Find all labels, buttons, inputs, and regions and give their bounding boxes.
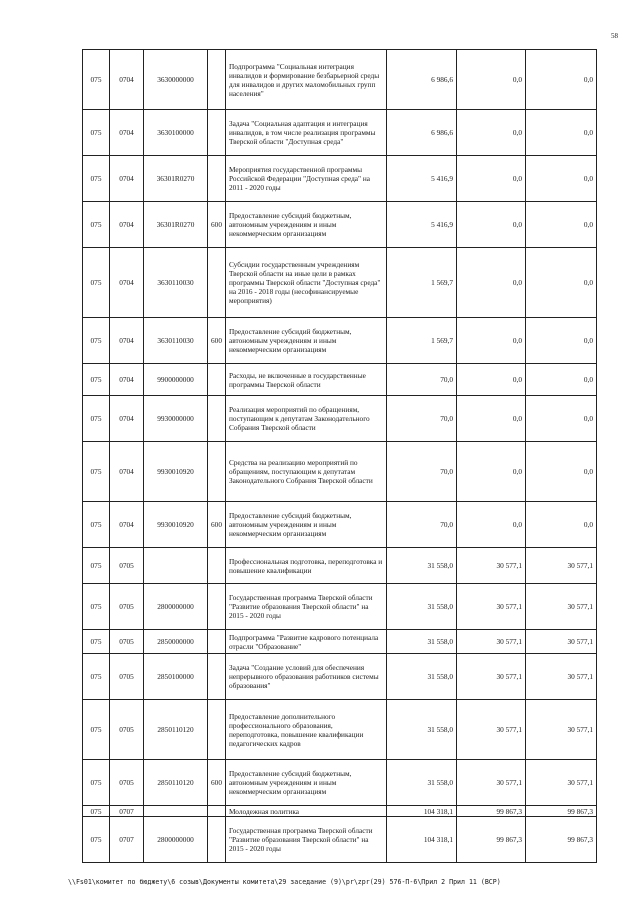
cell-expense-type: 600 bbox=[208, 502, 226, 548]
cell-amount-year1: 5 416,9 bbox=[387, 156, 457, 202]
cell-section-code: 0704 bbox=[110, 110, 144, 156]
table-row bbox=[83, 396, 597, 442]
cell-item-name: Расходы, не включенные в государственные программы Тверской области bbox=[226, 364, 387, 396]
cell-amount-year2: 0,0 bbox=[457, 396, 526, 442]
cell-target-article: 36301R0270 bbox=[144, 202, 208, 248]
cell-amount-year1: 70,0 bbox=[387, 502, 457, 548]
cell-ministry-code: 075 bbox=[83, 806, 110, 817]
cell-amount-year2: 30 577,1 bbox=[457, 654, 526, 700]
table-row bbox=[83, 760, 597, 806]
table-row bbox=[83, 584, 597, 630]
cell-amount-year2: 0,0 bbox=[457, 502, 526, 548]
table-row bbox=[83, 442, 597, 502]
cell-amount-year3: 0,0 bbox=[526, 50, 597, 110]
cell-amount-year1: 5 416,9 bbox=[387, 202, 457, 248]
cell-ministry-code: 075 bbox=[83, 364, 110, 396]
table-row bbox=[83, 548, 597, 584]
cell-amount-year1: 104 318,1 bbox=[387, 806, 457, 817]
table-row bbox=[83, 50, 597, 110]
cell-expense-type bbox=[208, 50, 226, 110]
cell-section-code: 0705 bbox=[110, 700, 144, 760]
cell-expense-type: 600 bbox=[208, 760, 226, 806]
cell-ministry-code: 075 bbox=[83, 630, 110, 654]
table-row bbox=[83, 318, 597, 364]
cell-amount-year3: 0,0 bbox=[526, 202, 597, 248]
cell-ministry-code: 075 bbox=[83, 817, 110, 863]
table-row bbox=[83, 630, 597, 654]
cell-section-code: 0704 bbox=[110, 396, 144, 442]
cell-amount-year3: 30 577,1 bbox=[526, 760, 597, 806]
cell-amount-year2: 0,0 bbox=[457, 156, 526, 202]
cell-amount-year2: 30 577,1 bbox=[457, 700, 526, 760]
cell-target-article: 9900000000 bbox=[144, 364, 208, 396]
cell-item-name: Предоставление дополнительного профессионального образования, переподготовка, повышение квалификации педагогических кадров bbox=[226, 700, 387, 760]
cell-amount-year2: 0,0 bbox=[457, 442, 526, 502]
table-row bbox=[83, 202, 597, 248]
cell-amount-year2: 0,0 bbox=[457, 50, 526, 110]
cell-expense-type bbox=[208, 442, 226, 502]
table-row bbox=[83, 817, 597, 863]
cell-target-article: 9930010920 bbox=[144, 442, 208, 502]
cell-item-name: Мероприятия государственной программы Российской Федерации "Доступная среда" на 2011 - 2020 годы bbox=[226, 156, 387, 202]
cell-section-code: 0704 bbox=[110, 202, 144, 248]
cell-amount-year1: 104 318,1 bbox=[387, 817, 457, 863]
cell-amount-year3: 0,0 bbox=[526, 502, 597, 548]
cell-amount-year1: 31 558,0 bbox=[387, 548, 457, 584]
cell-ministry-code: 075 bbox=[83, 548, 110, 584]
cell-amount-year1: 31 558,0 bbox=[387, 654, 457, 700]
cell-item-name: Профессиональная подготовка, переподготовка и повышение квалификации bbox=[226, 548, 387, 584]
cell-target-article: 2850000000 bbox=[144, 630, 208, 654]
cell-item-name: Реализация мероприятий по обращениям, поступающим к депутатам Законодательного Собрания Тверской области bbox=[226, 396, 387, 442]
cell-amount-year1: 6 986,6 bbox=[387, 110, 457, 156]
cell-ministry-code: 075 bbox=[83, 318, 110, 364]
cell-item-name: Подпрограмма "Развитие кадрового потенциала отрасли "Образование" bbox=[226, 630, 387, 654]
cell-item-name: Задача "Социальная адаптация и интеграция инвалидов, в том числе реализация программы Тверской области "Доступная среда" bbox=[226, 110, 387, 156]
cell-amount-year3: 30 577,1 bbox=[526, 654, 597, 700]
cell-section-code: 0704 bbox=[110, 442, 144, 502]
cell-ministry-code: 075 bbox=[83, 396, 110, 442]
cell-target-article: 3630110030 bbox=[144, 318, 208, 364]
cell-amount-year2: 99 867,3 bbox=[457, 817, 526, 863]
page-number: 58 bbox=[611, 32, 618, 40]
cell-amount-year2: 0,0 bbox=[457, 202, 526, 248]
cell-amount-year1: 70,0 bbox=[387, 442, 457, 502]
cell-amount-year2: 0,0 bbox=[457, 248, 526, 318]
cell-ministry-code: 075 bbox=[83, 700, 110, 760]
cell-item-name: Задача "Создание условий для обеспечения непрерывного образования работников системы образования" bbox=[226, 654, 387, 700]
cell-section-code: 0707 bbox=[110, 806, 144, 817]
cell-expense-type bbox=[208, 806, 226, 817]
cell-expense-type bbox=[208, 248, 226, 318]
cell-target-article: 3630110030 bbox=[144, 248, 208, 318]
cell-item-name: Государственная программа Тверской области "Развитие образования Тверской области" на 2015 - 2020 годы bbox=[226, 817, 387, 863]
budget-table-wrapper bbox=[82, 49, 596, 863]
cell-amount-year3: 0,0 bbox=[526, 442, 597, 502]
cell-ministry-code: 075 bbox=[83, 248, 110, 318]
cell-ministry-code: 075 bbox=[83, 502, 110, 548]
cell-amount-year2: 0,0 bbox=[457, 110, 526, 156]
cell-target-article bbox=[144, 548, 208, 584]
cell-expense-type bbox=[208, 548, 226, 584]
cell-amount-year1: 31 558,0 bbox=[387, 700, 457, 760]
table-row bbox=[83, 248, 597, 318]
cell-target-article: 2850110120 bbox=[144, 700, 208, 760]
cell-amount-year2: 99 867,3 bbox=[457, 806, 526, 817]
cell-target-article: 36301R0270 bbox=[144, 156, 208, 202]
cell-amount-year2: 30 577,1 bbox=[457, 760, 526, 806]
cell-item-name: Предоставление субсидий бюджетным, автономным учреждениям и иным некоммерческим организациям bbox=[226, 502, 387, 548]
cell-target-article: 2850100000 bbox=[144, 654, 208, 700]
cell-ministry-code: 075 bbox=[83, 110, 110, 156]
cell-item-name: Предоставление субсидий бюджетным, автономным учреждениям и иным некоммерческим организациям bbox=[226, 202, 387, 248]
table-row bbox=[83, 364, 597, 396]
cell-amount-year3: 30 577,1 bbox=[526, 630, 597, 654]
cell-item-name: Предоставление субсидий бюджетным, автономным учреждениям и иным некоммерческим организациям bbox=[226, 318, 387, 364]
cell-section-code: 0704 bbox=[110, 502, 144, 548]
cell-amount-year2: 0,0 bbox=[457, 364, 526, 396]
cell-amount-year3: 99 867,3 bbox=[526, 817, 597, 863]
cell-amount-year1: 1 569,7 bbox=[387, 248, 457, 318]
cell-section-code: 0705 bbox=[110, 584, 144, 630]
cell-item-name: Подпрограмма "Социальная интеграция инвалидов и формирование безбарьерной среды для инвалидов и других маломобильных групп населения" bbox=[226, 50, 387, 110]
cell-ministry-code: 075 bbox=[83, 202, 110, 248]
cell-expense-type bbox=[208, 364, 226, 396]
table-row bbox=[83, 502, 597, 548]
cell-expense-type bbox=[208, 396, 226, 442]
cell-ministry-code: 075 bbox=[83, 760, 110, 806]
cell-section-code: 0704 bbox=[110, 364, 144, 396]
cell-section-code: 0705 bbox=[110, 548, 144, 584]
cell-section-code: 0704 bbox=[110, 156, 144, 202]
cell-amount-year3: 30 577,1 bbox=[526, 548, 597, 584]
cell-item-name: Средства на реализацию мероприятий по обращениям, поступающим к депутатам Законодательного Собрания Тверской области bbox=[226, 442, 387, 502]
cell-expense-type bbox=[208, 630, 226, 654]
cell-expense-type bbox=[208, 584, 226, 630]
cell-amount-year3: 30 577,1 bbox=[526, 700, 597, 760]
cell-target-article: 3630100000 bbox=[144, 110, 208, 156]
cell-amount-year1: 31 558,0 bbox=[387, 630, 457, 654]
file-path-footer: \\Fs01\комитет по бюджету\6 созыв\Документы комитета\29 заседание (9)\pr\zpr(29) 576-П-6\Прил 2 Прил 11 (ВСР) bbox=[68, 878, 501, 886]
cell-amount-year2: 30 577,1 bbox=[457, 548, 526, 584]
cell-item-name: Предоставление субсидий бюджетным, автономным учреждениям и иным некоммерческим организациям bbox=[226, 760, 387, 806]
cell-ministry-code: 075 bbox=[83, 442, 110, 502]
cell-amount-year2: 30 577,1 bbox=[457, 584, 526, 630]
cell-amount-year2: 0,0 bbox=[457, 318, 526, 364]
cell-section-code: 0704 bbox=[110, 318, 144, 364]
cell-amount-year1: 31 558,0 bbox=[387, 760, 457, 806]
cell-target-article: 2800000000 bbox=[144, 817, 208, 863]
cell-amount-year1: 70,0 bbox=[387, 396, 457, 442]
cell-amount-year3: 30 577,1 bbox=[526, 584, 597, 630]
cell-expense-type: 600 bbox=[208, 318, 226, 364]
cell-amount-year1: 6 986,6 bbox=[387, 50, 457, 110]
cell-target-article: 2850110120 bbox=[144, 760, 208, 806]
cell-amount-year3: 99 867,3 bbox=[526, 806, 597, 817]
cell-amount-year3: 0,0 bbox=[526, 156, 597, 202]
cell-target-article: 9930000000 bbox=[144, 396, 208, 442]
cell-amount-year3: 0,0 bbox=[526, 364, 597, 396]
budget-table-body bbox=[83, 50, 597, 863]
cell-expense-type bbox=[208, 156, 226, 202]
cell-amount-year1: 1 569,7 bbox=[387, 318, 457, 364]
table-row bbox=[83, 700, 597, 760]
cell-expense-type bbox=[208, 700, 226, 760]
cell-amount-year3: 0,0 bbox=[526, 248, 597, 318]
cell-expense-type bbox=[208, 654, 226, 700]
cell-section-code: 0704 bbox=[110, 248, 144, 318]
cell-section-code: 0707 bbox=[110, 817, 144, 863]
cell-target-article bbox=[144, 806, 208, 817]
cell-expense-type bbox=[208, 817, 226, 863]
cell-amount-year1: 31 558,0 bbox=[387, 584, 457, 630]
cell-amount-year2: 30 577,1 bbox=[457, 630, 526, 654]
table-row bbox=[83, 654, 597, 700]
cell-amount-year3: 0,0 bbox=[526, 110, 597, 156]
cell-target-article: 9930010920 bbox=[144, 502, 208, 548]
cell-item-name: Субсидии государственным учреждениям Тверской области на иные цели в рамках программы Тверской области "Доступная среда" на 2016 - 2018 годы (несофинансируемые мероприятия) bbox=[226, 248, 387, 318]
cell-ministry-code: 075 bbox=[83, 50, 110, 110]
cell-item-name: Молодежная политика bbox=[226, 806, 387, 817]
cell-target-article: 2800000000 bbox=[144, 584, 208, 630]
cell-expense-type: 600 bbox=[208, 202, 226, 248]
cell-item-name: Государственная программа Тверской области "Развитие образования Тверской области" на 2015 - 2020 годы bbox=[226, 584, 387, 630]
cell-target-article: 3630000000 bbox=[144, 50, 208, 110]
cell-section-code: 0704 bbox=[110, 50, 144, 110]
table-row bbox=[83, 110, 597, 156]
budget-table bbox=[82, 49, 597, 863]
cell-amount-year3: 0,0 bbox=[526, 396, 597, 442]
cell-section-code: 0705 bbox=[110, 760, 144, 806]
cell-ministry-code: 075 bbox=[83, 156, 110, 202]
cell-section-code: 0705 bbox=[110, 630, 144, 654]
table-row bbox=[83, 806, 597, 817]
cell-expense-type bbox=[208, 110, 226, 156]
cell-ministry-code: 075 bbox=[83, 584, 110, 630]
cell-ministry-code: 075 bbox=[83, 654, 110, 700]
cell-amount-year3: 0,0 bbox=[526, 318, 597, 364]
cell-section-code: 0705 bbox=[110, 654, 144, 700]
cell-amount-year1: 70,0 bbox=[387, 364, 457, 396]
table-row bbox=[83, 156, 597, 202]
